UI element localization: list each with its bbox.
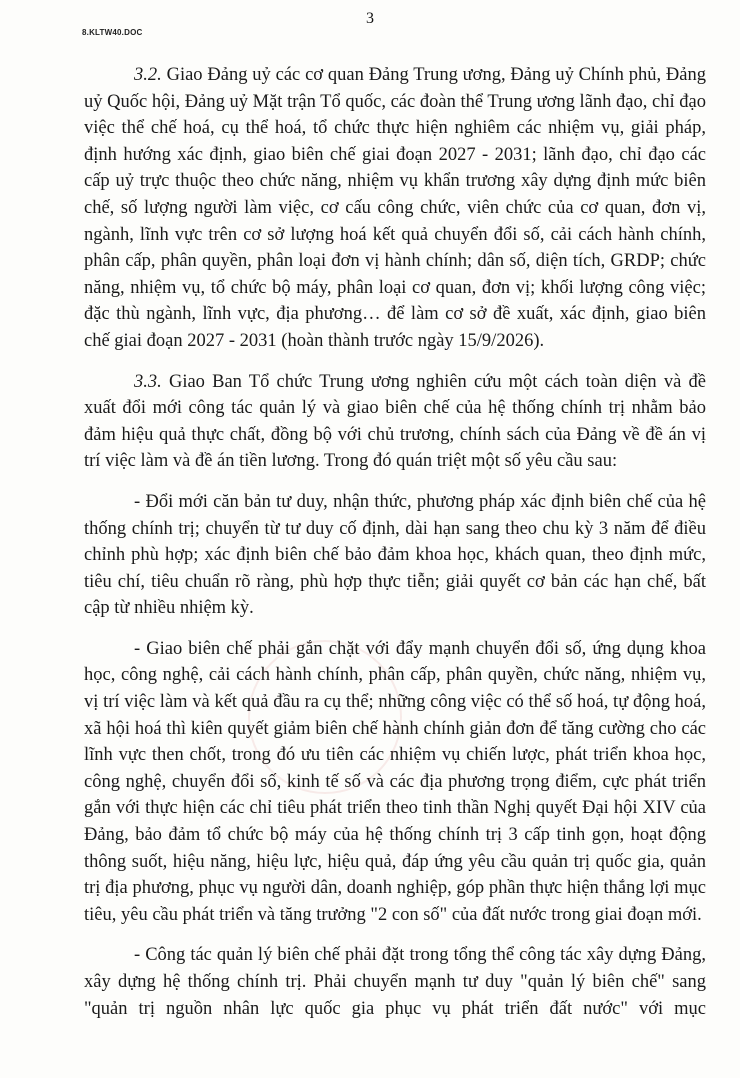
section-3-3-text: Giao Ban Tổ chức Trung ương nghiên cứu một cách toàn diện và đề xuất đổi mới công tác quản lý và giao biên chế của hệ thống chính trị nhằm bảo đảm hiệu quả thực chất, đồng bộ với chủ trương, chính sách của Đảng về đề án vị trí việc làm và đề án tiền lương. Trong đó quán triệt một số yêu cầu sau: <box>84 371 706 472</box>
page-number: 3 <box>366 10 374 27</box>
section-3-2-text: Giao Đảng uỷ các cơ quan Đảng Trung ương, Đảng uỷ Chính phủ, Đảng uỷ Quốc hội, Đảng uỷ Mặt trận Tổ quốc, các đoàn thể Trung ương lãnh đạo, chỉ đạo việc thể chế hoá, cụ thể hoá, tổ chức thực hiện nghiêm các nhiệm vụ, giải pháp, định hướng xác định, giao biên chế giai đoạn 2027 - 2031; lãnh đạo, chỉ đạo các cấp uỷ trực thuộc theo chức năng, nhiệm vụ khẩn trương xây dựng định mức biên chế, số lượng người làm việc, cơ cấu công chức, viên chức của cơ quan, đơn vị, ngành, lĩnh vực trên cơ sở lượng hoá kết quả chuyển đổi số, cải cách hành chính, phân cấp, phân quyền, phân loại đơn vị hành chính; dân số, diện tích, GRDP; chức năng, nhiệm vụ, tổ chức bộ máy, phân loại cơ quan, đơn vị; khối lượng công việc; đặc thù ngành, lĩnh vực, địa phương… để làm cơ sở đề xuất, xác định, giao biên chế giai đoạn 2027 - 2031 (hoàn thành trước ngày 15/9/2026). <box>84 65 706 351</box>
section-3-2-number: 3.2. <box>134 65 162 85</box>
section-3-2-paragraph <box>84 62 706 355</box>
section-3-3-number: 3.3. <box>134 371 162 392</box>
bullet-paragraph-2: - Giao biên chế phải gắn chặt với đẩy mạnh chuyển đổi số, ứng dụng khoa học, công nghệ, cải cách hành chính, phân cấp, phân quyền, chức năng, nhiệm vụ, vị trí việc làm và kết quả đầu ra cụ thể; những công việc có thể số hoá, tự động hoá, xã hội hoá thì kiên quyết giảm biên chế hành chính giản đơn để tăng cường cho các lĩnh vực then chốt, trong đó ưu tiên các nhiệm vụ chiến lược, phát triển khoa học, công nghệ, chuyển đổi số, kinh tế số và các địa phương trọng điểm, cực phát triển gắn với thực hiện các chỉ tiêu phát triển theo tinh thần Nghị quyết Đại hội XIV của Đảng, bảo đảm tổ chức bộ máy của hệ thống chính trị 3 cấp tinh gọn, hoạt động thông suốt, hiệu năng, hiệu lực, hiệu quả, đáp ứng yêu cầu quản trị quốc gia, quản trị địa phương, phục vụ người dân, doanh nghiệp, góp phần thực hiện thắng lợi mục tiêu, yêu cầu phát triển và tăng trưởng "2 con số" của đất nước trong giai đoạn mới. <box>84 638 706 925</box>
bullet-paragraph-1: - Đổi mới căn bản tư duy, nhận thức, phương pháp xác định biên chế của hệ thống chính trị; chuyển từ tư duy cố định, dài hạn sang theo chu kỳ 3 năm để điều chỉnh phù hợp; xác định biên chế bảo đảm khoa học, khách quan, theo định mức, tiêu chí, tiêu chuẩn rõ ràng, phù hợp thực tiễn; giải quyết cơ bản các hạn chế, bất cập từ nhiều nhiệm kỳ. <box>84 491 706 619</box>
bullet-paragraph-3: - Công tác quản lý biên chế phải đặt trong tổng thể công tác xây dựng Đảng, xây dựng hệ thống chính trị. Phải chuyển mạnh tư duy "quản lý biên chế" sang "quản trị nguồn nhân lực quốc gia phục vụ phát triển đất nước" với mục <box>84 945 706 1019</box>
section-3-3-paragraph <box>84 369 706 475</box>
document-filename: 8.KLTW40.DOC <box>82 28 143 37</box>
document-body <box>84 62 706 1022</box>
